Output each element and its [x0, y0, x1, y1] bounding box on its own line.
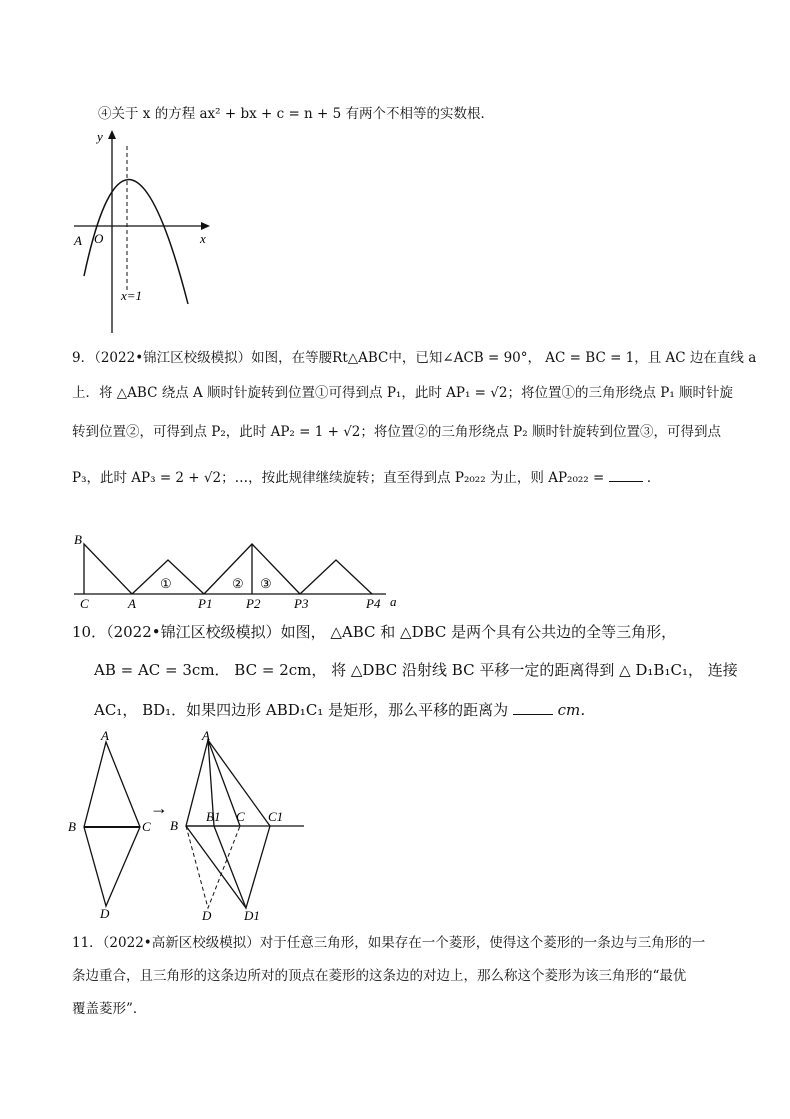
- label-x: x: [200, 231, 206, 246]
- circle-label-2: ②: [232, 576, 244, 591]
- q10-line1: 10．（2022•锦江区校级模拟）如图， △ABC 和 △DBC 是两个具有公共边的全等三角形，: [72, 623, 677, 641]
- translation-figure: [64, 728, 314, 923]
- q11-line2: 条边重合，且三角形的这条边所对的顶点在菱形的这条边的对边上，那么称这个菱形为该三角形的“最优: [72, 968, 687, 984]
- label-d1: D1: [244, 908, 260, 923]
- q11-line3: 覆盖菱形”．: [72, 1001, 147, 1017]
- triangle-dbc-dashed: [186, 826, 240, 908]
- label-a-left: A: [101, 728, 109, 743]
- x-axis-arrow: [201, 222, 210, 230]
- answer-blank-q10: [513, 702, 553, 715]
- rotation-figure: [70, 530, 410, 610]
- q9-line3: 转到位置②，可得到点 P₂，此时 AP₂ = 1 + √2；将位置②的三角形绕点 P₂ 顺时针旋转到位置③，可得到点: [72, 424, 721, 440]
- label-a: A: [128, 596, 136, 611]
- label-c-right: C: [236, 809, 245, 824]
- label-d-left: D: [100, 906, 110, 921]
- triangle-original: [84, 544, 132, 594]
- triangle-d1b1c1: [214, 826, 270, 908]
- rhombus-left: [84, 742, 140, 906]
- label-axis-of-symmetry: x=1: [121, 288, 143, 303]
- label-b-right: B: [170, 818, 178, 833]
- q10-line3-end: cm．: [557, 701, 596, 719]
- answer-blank-q9: [609, 469, 643, 482]
- q9-line4-text: P₃，此时 AP₃ = 2 + √2；…，按此规律继续旋转；直至得到点 P₂₀₂₂ 为止，则 AP₂₀₂₂ =: [72, 470, 605, 486]
- q11-line1: 11．（2022•高新区校级模拟）对于任意三角形，如果存在一个菱形，使得这个菱形的一条边与三角形的一: [72, 935, 706, 951]
- label-c-left: C: [142, 819, 151, 834]
- statement-4: ④关于 x 的方程 ax² + bx + c = n + 5 有两个不相等的实数根．: [98, 106, 495, 122]
- parabola-figure: [70, 128, 220, 338]
- q9-line2: 上．将 △ABC 绕点 A 顺时针旋转到位置①可得到点 P₁，此时 AP₁ = √2；将位置①的三角形绕点 P₁ 顺时针旋: [72, 385, 734, 401]
- triangle-position-4: [300, 560, 372, 594]
- label-y: y: [97, 129, 103, 144]
- segment-b-d1: [186, 826, 246, 908]
- y-axis-arrow: [108, 130, 116, 139]
- label-b: B: [74, 532, 82, 547]
- label-p2: P2: [246, 596, 261, 611]
- label-p3: P3: [294, 596, 309, 611]
- q9-line4-end: ．: [646, 470, 661, 486]
- q10-line2: AB = AC = 3cm． BC = 2cm， 将 △DBC 沿射线 BC 平移一定的距离得到 △ D₁B₁C₁， 连接: [94, 661, 738, 679]
- label-line-a: a: [390, 594, 397, 609]
- q10-line3: [94, 700, 595, 720]
- label-c1: C1: [268, 809, 284, 824]
- label-a-right: A: [202, 728, 210, 743]
- label-b-left: B: [68, 819, 76, 834]
- q9-line1: 9．（2022•锦江区校级模拟）如图，在等腰Rt△ABC中，已知∠ACB = 90°， AC = BC = 1，且 AC 边在直线 a: [72, 350, 757, 366]
- circle-label-3: ③: [260, 576, 272, 591]
- label-origin: O: [94, 231, 104, 246]
- label-c: C: [80, 596, 89, 611]
- q9-line4: [72, 468, 660, 488]
- label-a: A: [74, 233, 82, 248]
- label-d-right: D: [202, 908, 212, 923]
- q10-line3-text: AC₁， BD₁．如果四边形 ABD₁C₁ 是矩形，那么平移的距离为: [94, 701, 509, 719]
- label-b1: B1: [206, 809, 221, 824]
- circle-label-1: ①: [160, 576, 172, 591]
- label-p4: P4: [366, 596, 381, 611]
- label-p1: P1: [198, 596, 213, 611]
- arrow-icon: →: [150, 798, 168, 818]
